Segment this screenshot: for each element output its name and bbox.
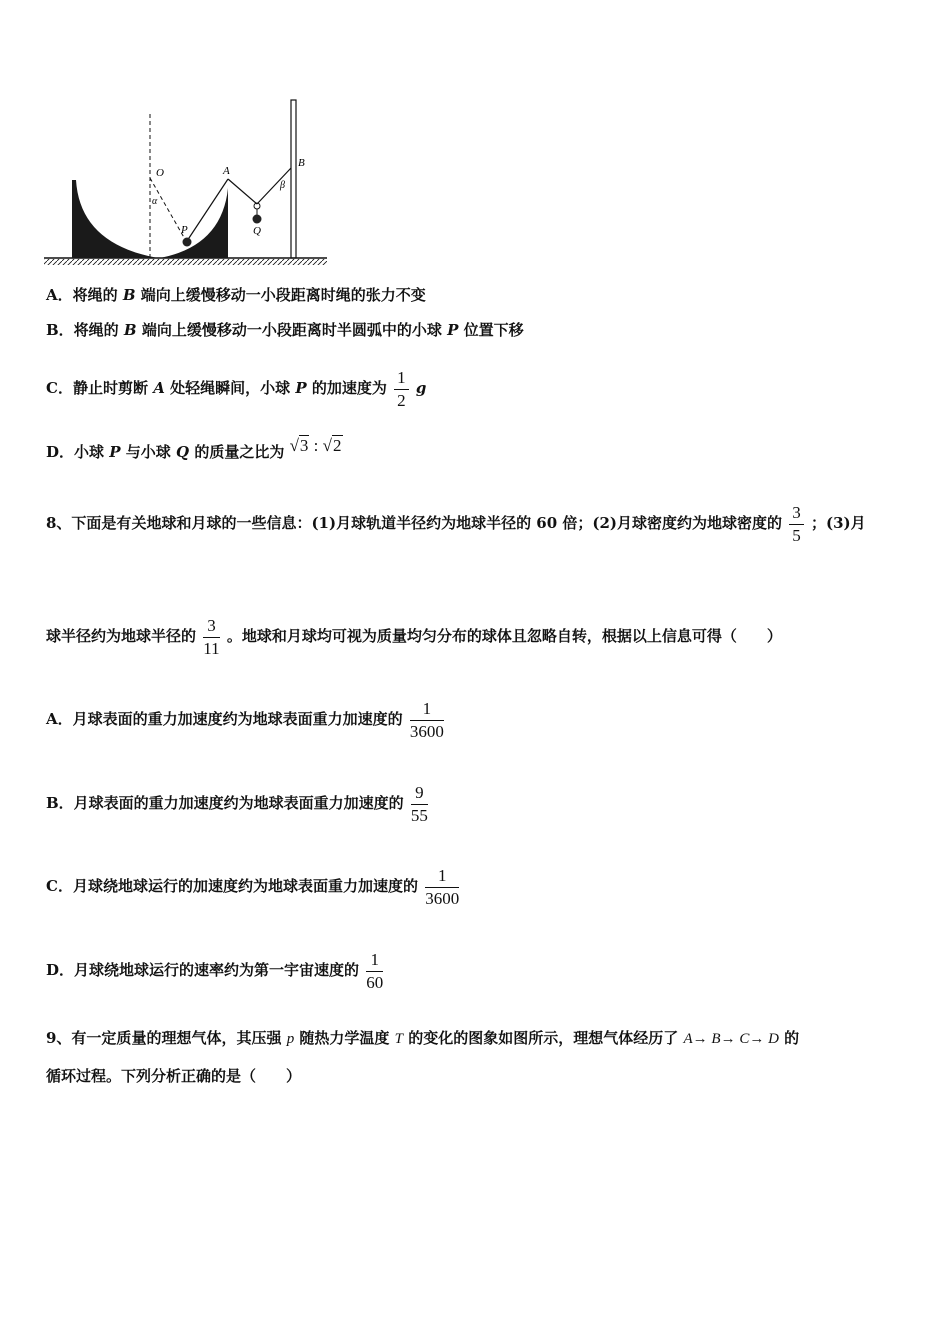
- q9-stem-text1: 9、有一定质量的理想气体，其压强: [46, 1029, 282, 1047]
- arc-block-right: [160, 188, 228, 258]
- q7-option-a-text: 端向上缓慢移动一小段距离时绳的张力不变: [140, 286, 426, 304]
- fraction-numerator: 1: [394, 369, 409, 390]
- fraction-denominator: 5: [792, 525, 801, 545]
- fraction-numerator: 1: [410, 700, 444, 721]
- q8-density-fraction: [789, 504, 804, 545]
- q8-stem-tail2: 。地球和月球均可视为质量均匀分布的球体且忽略自转，根据以上信息可得（ ）: [226, 627, 782, 645]
- q8-option-a-text: A．月球表面的重力加速度约为地球表面重力加速度的: [46, 710, 403, 728]
- q7-option-c-text2: 的加速度为: [311, 379, 387, 397]
- rope-qb: [257, 168, 291, 204]
- label-a: A: [223, 165, 230, 177]
- q7-option-b-text1: 端向上缓慢移动一小段距离时半圆弧中的小球: [141, 321, 442, 339]
- q7-option-c-text1: 处轻绳瞬间，小球: [170, 379, 291, 397]
- label-beta: β: [280, 180, 285, 191]
- q9-stem-line2: [46, 1066, 301, 1086]
- pole: [291, 100, 296, 258]
- label-b: B: [298, 157, 305, 169]
- ball-q: [253, 215, 262, 224]
- q7-option-a-var: B: [122, 286, 136, 304]
- q7-option-d: [46, 436, 343, 462]
- q8-option-d: [46, 941, 385, 999]
- ground-hatch: [44, 259, 327, 265]
- q7-option-d-text1: 与小球: [125, 443, 171, 461]
- q9-cycle: A→ B→ C→ D: [683, 1031, 779, 1047]
- q7-option-c-var2: P: [295, 379, 307, 397]
- q7-option-d-prefix: D．小球: [46, 443, 105, 461]
- q8-option-b: [46, 774, 430, 832]
- fraction-numerator: 3: [203, 617, 219, 638]
- q8-stem-text2: 球半径约为地球半径的: [46, 627, 197, 645]
- q9-stem-text3: 的变化的图象如图所示，理想气体经历了: [408, 1029, 679, 1047]
- fraction-numerator: 9: [411, 784, 428, 805]
- q7-option-a: [46, 285, 426, 305]
- label-o: O: [156, 167, 164, 179]
- q9-var-p: p: [286, 1031, 295, 1047]
- q8-option-a-fraction: [410, 700, 444, 741]
- fraction-denominator: 3600: [409, 721, 444, 741]
- fraction-numerator: 1: [366, 951, 383, 972]
- q8-option-d-fraction: [366, 951, 383, 992]
- q7-option-d-text2: 的质量之比为: [194, 443, 285, 461]
- q7-option-d-var: P: [109, 443, 121, 461]
- ratio-separator: :: [309, 436, 323, 455]
- q7-option-b-text2: 位置下移: [463, 321, 524, 339]
- q9-stem-text2: 随热力学温度: [299, 1029, 390, 1047]
- label-p: P: [181, 224, 188, 236]
- half-arc-block: [72, 180, 158, 258]
- q8-option-c: [46, 857, 461, 915]
- q9-stem-line1: [46, 1028, 799, 1049]
- q9-stem-text4: 的: [784, 1029, 800, 1047]
- q8-stem-tail1: ；(3)月: [811, 514, 866, 532]
- q7-option-d-var2: Q: [176, 443, 190, 461]
- q8-option-d-text: D．月球绕地球运行的速率约为第一宇宙速度的: [46, 961, 360, 979]
- q8-option-a: [46, 690, 446, 748]
- q7-option-b-prefix: B．将绳的: [46, 321, 119, 339]
- fraction-numerator: 1: [425, 867, 459, 888]
- q8-option-b-fraction: [411, 784, 428, 825]
- q7-option-a-prefix: A．将绳的: [46, 286, 118, 304]
- ball-p: [183, 238, 192, 247]
- q7-option-c-var: A: [153, 379, 165, 397]
- q7-option-b-var: B: [123, 321, 137, 339]
- fraction-denominator: 55: [410, 805, 428, 825]
- q7-option-b-var2: P: [447, 321, 459, 339]
- sqrt-radicand-2: 2: [333, 436, 342, 455]
- q8-stem-text1: 8、下面是有关地球和月球的一些信息：(1)月球轨道半径约为地球半径的 60 倍；(2)月球密度约为地球密度的: [46, 514, 783, 532]
- q7-option-c-prefix: C．静止时剪断: [46, 379, 148, 397]
- q8-option-c-fraction: [425, 867, 459, 908]
- q9-var-t: T: [394, 1031, 404, 1047]
- sqrt-radicand-1: 3: [299, 436, 309, 455]
- fraction-denominator: 11: [203, 638, 220, 658]
- label-alpha: α: [152, 196, 158, 207]
- fraction-denominator: 3600: [425, 888, 460, 908]
- physics-diagram: [42, 96, 334, 268]
- q9-stem-text5: 循环过程。下列分析正确的是（ ）: [46, 1067, 302, 1085]
- label-q: Q: [253, 225, 261, 237]
- q7-option-d-ratio: √3 : √2: [289, 436, 342, 455]
- q7-option-c-fraction: [394, 369, 409, 410]
- q8-stem-line2: [46, 607, 782, 665]
- fraction-numerator: 3: [789, 504, 804, 525]
- fraction-denominator: 60: [366, 972, 384, 992]
- q8-option-b-text: B．月球表面的重力加速度约为地球表面重力加速度的: [46, 794, 404, 812]
- fraction-denominator: 2: [397, 390, 406, 410]
- rope-aq: [228, 179, 257, 204]
- q7-option-b: [46, 320, 524, 340]
- q7-option-c: [46, 357, 426, 419]
- q8-option-c-text: C．月球绕地球运行的加速度约为地球表面重力加速度的: [46, 877, 418, 895]
- q7-option-c-g: g: [415, 379, 427, 397]
- q8-stem-line1: [46, 495, 866, 551]
- q8-radius-fraction: [203, 617, 219, 658]
